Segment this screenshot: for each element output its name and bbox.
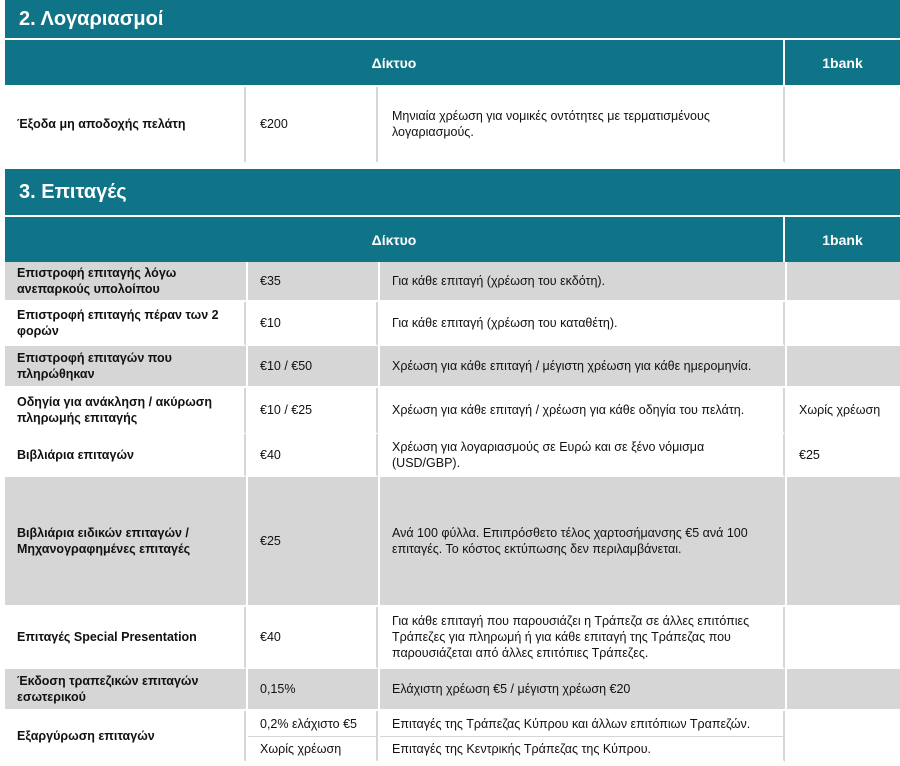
section-title-text: 3. Επιταγές	[19, 180, 127, 203]
fee-1bank	[787, 346, 900, 388]
header-1bank: 1bank	[785, 217, 900, 262]
table-row	[5, 669, 900, 711]
fee-name: Επιστροφή επιταγής λόγω ανεπαρκούς υπολοίπου	[5, 262, 246, 302]
fee-name: Επιστροφή επιταγών που πληρώθηκαν	[5, 346, 246, 388]
fee-1bank	[787, 607, 900, 669]
fee-description: Μηνιαία χρέωση για νομικές οντότητες με τερματισμένους λογαριασμούς.	[380, 87, 785, 163]
fee-amount: €10 / €25	[248, 388, 378, 434]
fee-description: Επιταγές της Κεντρικής Τράπεζας της Κύπρου.	[380, 737, 785, 762]
section-title-text: 2. Λογαριασμοί	[19, 7, 164, 30]
fee-amount: €200	[248, 87, 378, 163]
fee-name: Έκδοση τραπεζικών επιταγών εσωτερικού	[5, 669, 246, 711]
table-row	[5, 87, 900, 163]
fee-name: Οδηγία για ανάκληση / ακύρωση πληρωμής επιταγής	[5, 388, 246, 434]
fee-description: Ελάχιστη χρέωση €5 / μέγιστη χρέωση €20	[380, 669, 785, 711]
fee-1bank	[787, 477, 900, 607]
fee-description: Ανά 100 φύλλα. Επιπρόσθετο τέλος χαρτοσήμανσης €5 ανά 100 επιταγές. Το κόστος εκτύπωσης δεν περιλαμβάνεται.	[380, 477, 785, 607]
cheques-fee-table	[3, 262, 900, 762]
fee-1bank: €25	[787, 434, 900, 477]
fee-amount: Χωρίς χρέωση	[248, 737, 378, 762]
fee-name: Έξοδα μη αποδοχής πελάτη	[5, 87, 246, 163]
fee-amount: 0,15%	[248, 669, 378, 711]
table-header	[5, 217, 900, 262]
fee-amount: €35	[248, 262, 378, 302]
fee-description: Για κάθε επιταγή (χρέωση του καταθέτη).	[380, 302, 785, 346]
table-row	[5, 262, 900, 302]
fee-name: Βιβλιάρια επιταγών	[5, 434, 246, 477]
fee-1bank: Χωρίς χρέωση	[787, 388, 900, 434]
fee-description: Χρέωση για κάθε επιταγή / μέγιστη χρέωση για κάθε ημερομηνία.	[380, 346, 785, 388]
fee-amount: €40	[248, 607, 378, 669]
table-row	[5, 607, 900, 669]
fee-name: Εξαργύρωση επιταγών	[5, 711, 246, 762]
section-title-cheques	[5, 169, 900, 215]
table-header	[5, 40, 900, 85]
accounts-fee-table	[3, 87, 900, 163]
fee-name: Επιστροφή επιταγής πέραν των 2 φορών	[5, 302, 246, 346]
header-1bank: 1bank	[785, 40, 900, 85]
fee-amount: €10 / €50	[248, 346, 378, 388]
fee-1bank	[787, 262, 900, 302]
header-network: Δίκτυο	[5, 217, 783, 262]
table-row	[5, 388, 900, 434]
header-network: Δίκτυο	[5, 40, 783, 85]
fee-amount: €40	[248, 434, 378, 477]
fee-1bank	[787, 711, 900, 762]
table-row	[5, 302, 900, 346]
table-row	[5, 711, 900, 737]
fee-description: Χρέωση για λογαριασμούς σε Ευρώ και σε ξένο νόμισμα (USD/GBP).	[380, 434, 785, 477]
fee-amount: 0,2% ελάχιστο €5	[248, 711, 378, 737]
fee-1bank	[787, 302, 900, 346]
fee-description: Για κάθε επιταγή (χρέωση του εκδότη).	[380, 262, 785, 302]
fee-description: Επιταγές της Τράπεζας Κύπρου και άλλων επιτόπιων Τραπεζών.	[380, 711, 785, 737]
table-row	[5, 477, 900, 607]
fee-1bank	[787, 87, 900, 163]
fee-amount: €25	[248, 477, 378, 607]
fee-amount: €10	[248, 302, 378, 346]
section-title-accounts	[5, 0, 900, 38]
table-row	[5, 346, 900, 388]
fee-description: Χρέωση για κάθε επιταγή / χρέωση για κάθε οδηγία του πελάτη.	[380, 388, 785, 434]
fee-1bank	[787, 669, 900, 711]
fee-description: Για κάθε επιταγή που παρουσιάζει η Τράπεζα σε άλλες επιτόπιες Τράπεζες για πληρωμή ή για κάθε επιταγή της Τράπεζας που παρουσιάζεται από άλλες επιτόπιες Τράπεζες.	[380, 607, 785, 669]
fee-name: Βιβλιάρια ειδικών επιταγών / Μηχανογραφημένες επιταγές	[5, 477, 246, 607]
fee-name: Επιταγές Special Presentation	[5, 607, 246, 669]
table-row	[5, 434, 900, 477]
